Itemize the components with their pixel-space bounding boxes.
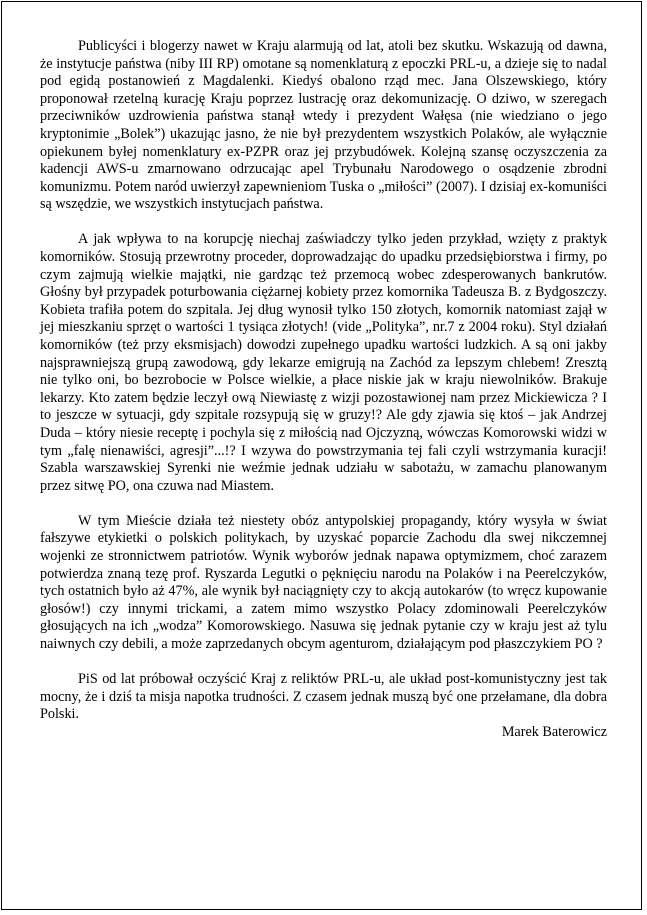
paragraph-4: PiS od lat próbował oczyścić Kraj z reliktów PRL-u, ale układ post-komunistyczny jest tak mocny, że i dziś ta misja napotka trudności. Z czasem jednak muszą być one przełamane, dla dobra Polski. xyxy=(40,671,607,723)
article-body xyxy=(40,38,607,741)
author-signature: Marek Baterowicz xyxy=(501,723,607,740)
paragraph-3: W tym Mieście działa też niestety obóz antypolskiej propagandy, który wysyła w świat fałszywe etykietki o polskich politykach, by uzyskać poparcie Zachodu dla swej nikczemnej wojenki ze stronnictwem patriotów. Wynik wyborów jednak napawa optymizmem, choć zarazem potwierdza znaną tezę prof. Ryszarda Legutki o pęknięciu narodu na Polaków i na Peerelczyków, tych ostatnich było aż 47%, ale wynik był naciągnięty czy to akcją autokarów (to wręcz kupowanie głosów!) czy innymi trickami, a zatem mimo wszystko Polacy zdominowali Peerelczyków głosujących na ich „wodza” Komorowskiego. Nasuwa się jednak pytanie czy w kraju jest aż tylu naiwnych czy debili, a może zaprzedanych obcym agenturom, działającym pod płaszczykiem PO ? xyxy=(40,512,607,652)
paragraph-1: Publicyści i blogerzy nawet w Kraju alarmują od lat, atoli bez skutku. Wskazują od dawna, że instytucje państwa (niby III RP) omotane są nomenklaturą z epoczki PRL-u, a dzieje się to nadal pod egidą postanowień z Magdalenki. Kiedyś obalono rząd mec. Jana Olszewskiego, który proponował rzetelną kurację Kraju poprzez lustrację oraz dekomunizację. O dziwo, w szeregach przeciwników uzdrowienia państwa stanął wtedy i prezydent Wałęsa (nie wiedziano o jego kryptonimie „Bolek”) ukazując jasno, że nie był prezydentem wszystkich Polaków, ale wyłącznie opiekunem byłej nomenklatury ex-PZPR oraz jej przybudówek. Kolejną szansę oczyszczenia za kadencji AWS-u zmarnowano odrzucając apel Trybunału Narodowego o osądzenie zbrodni komunizmu. Potem naród uwierzył zapewnieniom Tuska o „miłości” (2007). I dzisiaj ex-komuniści są wszędzie, we wszystkich instytucjach państwa. xyxy=(40,38,608,213)
paragraph-2: A jak wpływa to na korupcję niechaj zaświadczy tylko jeden przykład, wzięty z praktyk komorników. Stosują przewrotny proceder, doprowadzając do upadku przedsiębiorstwa i firmy, po czym zajmują wielkie majątki, nie gardząc też przemocą wobec zdesperowanych bankrutów. Głośny był przypadek poturbowania ciężarnej kobiety przez komornika Tadeusza B. z Bydgoszczy. Kobieta trafiła potem do szpitala. Jej dług wynosił tylko 150 złotych, komornik natomiast zajął w jej mieszkaniu sprzęt o wartości 1 tysiąca złotych! (vide „Polityka”, nr.7 z 2004 roku). Styl działań komorników (też przy eksmisjach) dowodzi zupełnego upadku wartości ludzkich. A są oni jakby najsprawniejszą grupą zawodową, gdy lekarze emigrują na Zachód za lepszym chlebem! Zresztą nie tylko oni, bo bezrobocie w Polsce wielkie, a płace niskie jak w kraju niewolników. Brakuje lekarzy. Kto zatem będzie leczył ową Niewiastę z wizji pozostawionej nam przez Mickiewicza ? I to jeszcze w sytuacji, gdy szpitale rozsypują się w gruzy!? Ale gdy zjawia się ktoś – jak Andrzej Duda – który niesie receptę i pochyla się z miłością nad Ojczyzną, wówczas Komorowski widzi w tym „falę nienawiści, agresji”...!? I wzywa do powstrzymania tej fali czyli wstrzymania kuracji! Szabla warszawskiej Syrenki nie weźmie jednak udziału w sabotażu, w zamachu planowanym przez sitwę PO, ona czuwa nad Miastem. xyxy=(40,231,607,494)
